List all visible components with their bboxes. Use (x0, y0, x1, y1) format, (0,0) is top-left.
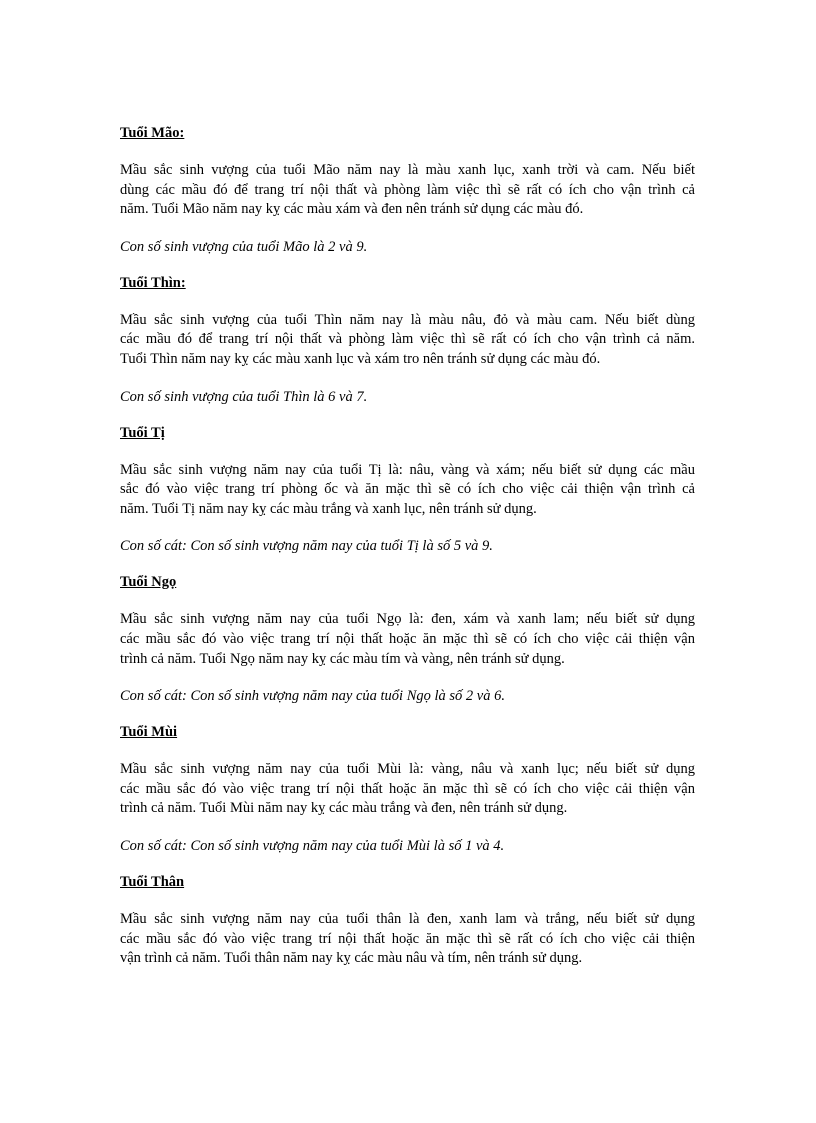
paragraph-line: các mầu sắc đó vào việc trang trí nội thất hoặc ăn mặc thì sẽ có ích cho việc cải thiện vận (120, 780, 695, 797)
section-paragraph (120, 610, 695, 669)
section-ti (120, 424, 695, 556)
paragraph-line: trình cả năm. Tuổi Ngọ năm nay kỵ các màu tím và vàng, nên tránh sử dụng. (120, 650, 565, 667)
paragraph-line: các mầu đó để trang trí nội thất và phòng làm việc thì sẽ rất có ích cho vận trình cả năm. (120, 331, 695, 348)
section-paragraph (120, 311, 695, 370)
lucky-number-line: Con số sinh vượng của tuổi Mão là 2 và 9. (120, 238, 368, 255)
document-page (120, 124, 695, 987)
paragraph-line: các mầu sắc đó vào việc trang trí nội thất hoặc ăn mặc thì sẽ rất có ích cho việc cải thiện (120, 930, 695, 947)
paragraph-line: Mầu sắc sinh vượng năm nay của tuổi Ngọ là: đen, xám và xanh lam; nếu biết sử dụng (120, 611, 695, 628)
section-paragraph (120, 461, 695, 520)
section-heading: Tuổi Ngọ (120, 574, 177, 591)
paragraph-line: năm. Tuổi Mão năm nay kỵ các màu xám và đen nên tránh sử dụng các màu đó. (120, 201, 584, 218)
section-mao (120, 124, 695, 256)
paragraph-line: Mầu sắc sinh vượng năm nay của tuổi Tị là: nâu, vàng và xám; nếu biết sử dụng các mầu (120, 461, 695, 478)
paragraph-line: vận trình cả năm. Tuổi thân năm nay kỵ các màu nâu và tím, nên tránh sử dụng. (120, 950, 583, 967)
lucky-number-line: Con số cát: Con số sinh vượng năm nay của tuổi Tị là số 5 và 9. (120, 538, 493, 555)
section-heading: Tuổi Mùi (120, 724, 178, 741)
lucky-number-line: Con số cát: Con số sinh vượng năm nay của tuổi Ngọ là số 2 và 6. (120, 688, 505, 705)
section-ngo (120, 573, 695, 705)
lucky-number-line: Con số cát: Con số sinh vượng năm nay của tuổi Mùi là số 1 và 4. (120, 837, 505, 854)
paragraph-line: Mầu sắc sinh vượng năm nay của tuổi Mùi là: vàng, nâu và xanh lục; nếu biết sử dụng (120, 761, 695, 778)
paragraph-line: Mầu sắc sinh vượng năm nay của tuổi thân là đen, xanh lam và trắng, nếu biết sử dụng (120, 910, 695, 927)
paragraph-line: trình cả năm. Tuổi Mùi năm nay kỵ các màu trắng và đen, nên tránh sử dụng. (120, 800, 568, 817)
section-paragraph (120, 760, 695, 819)
section-paragraph (120, 910, 695, 969)
section-thin (120, 274, 695, 406)
paragraph-line: sắc đó vào việc trang trí phòng ốc và ăn mặc thì sẽ có ích cho việc cải thiện vận trình cả (120, 481, 695, 498)
paragraph-line: dùng các mầu đó để trang trí nội thất và phòng làm việc thì sẽ rất có ích cho vận trình cả (120, 181, 695, 198)
section-heading: Tuổi Thân (120, 873, 185, 890)
paragraph-line: Mầu sắc sinh vượng của tuổi Mão năm nay là màu xanh lục, xanh trời và cam. Nếu biết (120, 162, 695, 178)
paragraph-line: Mầu sắc sinh vượng của tuổi Thìn năm nay là màu nâu, đỏ và màu cam. Nếu biết dùng (120, 311, 695, 328)
paragraph-line: Tuổi Thìn năm nay kỵ các màu xanh lục và xám tro nên tránh sử dụng các màu đó. (120, 350, 601, 367)
section-paragraph (120, 161, 695, 220)
paragraph-line: năm. Tuổi Tị năm nay kỵ các màu trắng và xanh lục, nên tránh sử dụng. (120, 500, 537, 517)
section-than (120, 873, 695, 969)
lucky-number-line: Con số sinh vượng của tuổi Thìn là 6 và 7. (120, 388, 368, 405)
section-heading: Tuổi Mão: (120, 125, 185, 141)
section-heading: Tuổi Tị (120, 424, 165, 441)
paragraph-line: các mầu sắc đó vào việc trang trí nội thất hoặc ăn mặc thì sẽ có ích cho việc cải thiện vận (120, 630, 695, 647)
section-heading: Tuổi Thìn: (120, 274, 186, 291)
section-mui (120, 723, 695, 855)
